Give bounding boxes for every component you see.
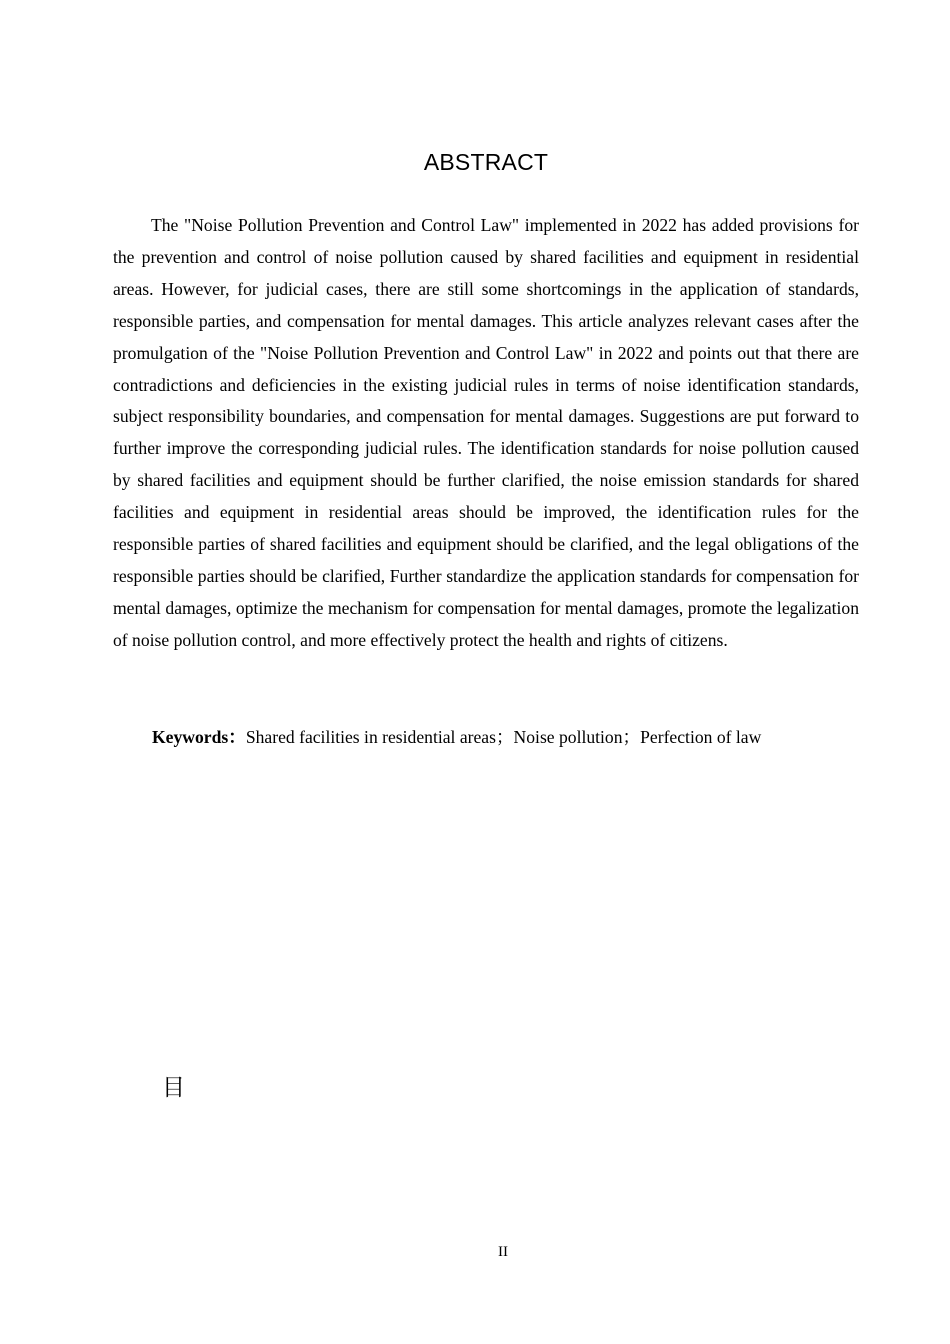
keyword-item: Noise pollution；	[513, 727, 641, 747]
keywords-label: Keywords：	[152, 727, 246, 747]
abstract-body: The "Noise Pollution Prevention and Control Law" implemented in 2022 has added provisions for the prevention and control of noise pollution caused by shared facilities and equipment in residential areas. However, for judicial cases, there are still some shortcomings in the application of standards, responsible parties, and compensation for mental damages. This article analyzes relevant cases after the promulgation of the "Noise Pollution Prevention and Control Law" in 2022 and points out that there are contradictions and deficiencies in the existing judicial rules in terms of noise identification standards, subject responsibility boundaries, and compensation for mental damages. Suggestions are put forward to further improve the corresponding judicial rules. The identification standards for noise pollution caused by shared facilities and equipment should be further clarified, the noise emission standards for shared facilities and equipment in residential areas should be improved, the identification rules for the responsible parties of shared facilities and equipment should be clarified, and the legal obligations of the responsible parties should be clarified, Further standardize the application standards for compensation for mental damages, optimize the mechanism for compensation for mental damages, promote the legalization of noise pollution control, and more effectively protect the health and rights of citizens.	[113, 215, 859, 650]
toc-heading: 目	[162, 1075, 185, 1101]
keyword-item: Perfection of law	[640, 727, 762, 747]
keywords-line	[152, 722, 892, 752]
abstract-title: ABSTRACT	[423, 149, 549, 175]
page-number: II	[498, 1244, 508, 1260]
keyword-item: Shared facilities in residential areas；	[245, 727, 514, 747]
